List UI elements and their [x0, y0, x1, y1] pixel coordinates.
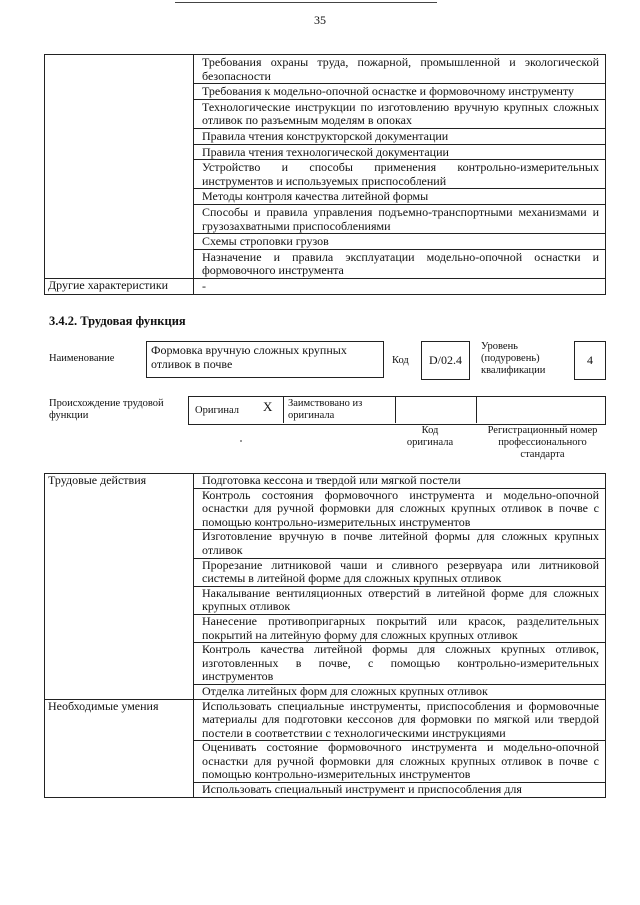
knowledge-item: Правила чтения технологической документации: [194, 144, 606, 160]
labor-action-item: Контроль качества литейной формы для сложных крупных отливок, изготовленных в почве, с помощью контрольно-измерительных инструментов: [194, 643, 606, 685]
skill-item: Оценивать состояние формовочного инструмента и модельно-опочной оснастки для ручной формовки для сложных крупных отливок в почве с помощью контрольно-измерительных инструментов: [194, 741, 606, 783]
borrowed-label: Заимствовано из оригинала: [288, 398, 363, 421]
table-row: [45, 474, 606, 489]
knowledge-item: Назначение и правила эксплуатации модельно-опочной оснастки и формовочного инструмента: [194, 249, 606, 278]
skills-label: Необходимые умения: [45, 699, 194, 797]
level-box: [574, 341, 606, 380]
function-name-value: Формовка вручную сложных крупных отливок в почве: [151, 343, 347, 371]
knowledge-label-cell: [45, 55, 194, 279]
name-label: Наименование: [49, 353, 115, 364]
table-row: [45, 55, 606, 84]
knowledge-item: Способы и правила управления подъемно-транспортными механизмами и грузозахватными приспособлениями: [194, 204, 606, 233]
level-value: 4: [587, 353, 593, 367]
original-mark: X: [263, 399, 273, 414]
labor-action-item: Накалывание вентиляционных отверстий в литейной форме для сложных крупных отливок: [194, 586, 606, 614]
origin-label: Происхождение трудовой функции: [49, 398, 164, 421]
skill-item: Использовать специальный инструмент и приспособления для: [194, 783, 606, 798]
header-rule: [175, 2, 437, 3]
labor-action-item: Контроль состояния формовочного инструмента и модельно-опочной оснастки для ручной формовки для сложных крупных отливок в почве с помощью контрольно-измерительных инструментов: [194, 488, 606, 530]
scan-speck: [240, 440, 242, 442]
function-code-value: D/02.4: [429, 353, 462, 367]
knowledge-item: Технологические инструкции по изготовлению вручную крупных сложных отливок по разъемным моделям в опоках: [194, 99, 606, 128]
original-label: Оригинал: [195, 405, 239, 416]
labor-action-item: Подготовка кессона и твердой или мягкой постели: [194, 474, 606, 489]
knowledge-item: Правила чтения конструкторской документации: [194, 128, 606, 144]
section-title: 3.4.2. Трудовая функция: [49, 314, 186, 328]
labor-action-item: Нанесение противопригарных покрытий или красок, разделительных покрытий на литейную форму для сложных крупных отливок: [194, 614, 606, 642]
page-number: 35: [314, 13, 326, 27]
knowledge-item: Схемы строповки грузов: [194, 234, 606, 250]
other-characteristics-label: Другие характеристики: [45, 278, 194, 294]
knowledge-item: Требования к модельно-опочной оснастке и формовочному инструменту: [194, 84, 606, 100]
level-label: Уровень (подуровень) квалификации: [481, 341, 546, 376]
table-row: [45, 278, 606, 294]
labor-function-table: [44, 473, 606, 798]
knowledge-item: Методы контроля качества литейной формы: [194, 189, 606, 205]
labor-actions-label: Трудовые действия: [45, 474, 194, 700]
knowledge-item: Требования охраны труда, пожарной, промышленной и экологической безопасности: [194, 55, 606, 84]
reg-caption: Регистрационный номер профессионального стандарта: [487, 425, 598, 460]
labor-action-item: Прорезание литниковой чаши и сливного резервуара или литниковой системы в литейной форме для сложных крупных отливок: [194, 558, 606, 586]
function-name-box: [146, 341, 384, 378]
code-label: Код: [392, 355, 409, 366]
labor-action-item: Изготовление вручную в почве литейной формы для сложных крупных отливок: [194, 530, 606, 558]
knowledge-item: Устройство и способы применения контрольно-измерительных инструментов и используемых приспособлений: [194, 160, 606, 189]
other-characteristics-value: -: [194, 278, 606, 294]
knowledge-table: [44, 54, 606, 295]
code-caption: Код оригинала: [406, 425, 454, 448]
labor-action-item: Отделка литейных форм для сложных крупных отливок: [194, 684, 606, 699]
function-code-box: [421, 341, 470, 380]
origin-code-cell: [395, 396, 477, 423]
table-row: [45, 699, 606, 741]
skill-item: Использовать специальные инструменты, приспособления и формовочные материалы для подготовки кессонов для формовки по мягкой или твердой постели в соответствии с технологическими инструкциями: [194, 699, 606, 741]
